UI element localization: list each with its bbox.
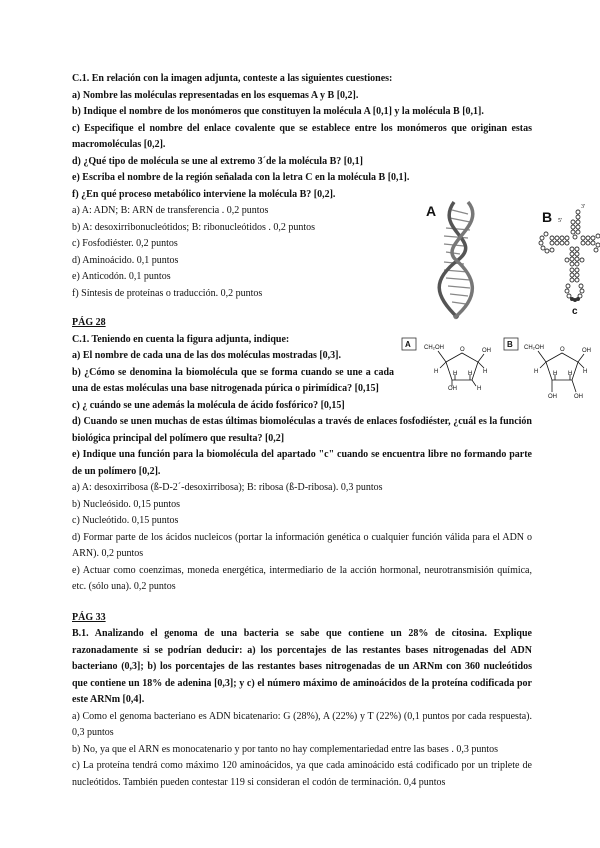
b-h-3: H: [553, 371, 558, 377]
label-b-text: B: [507, 340, 513, 349]
section2-header: PÁG 28: [72, 317, 106, 328]
section1-question-b: b) Indique el nombre de los monómeros que constituyen la molécula A [0,1] y la molécula B [0,1].: [72, 106, 484, 117]
section2-question-c: c) ¿ cuándo se une además la molécula de ácido fosfórico? [0,15]: [72, 399, 345, 411]
figure-label-c: c: [572, 306, 578, 317]
section3-answer-a: a) Como el genoma bacteriano es ADN bicatenario: G (28%), A (22%) y T (22%) (0,1 puntos por cada respuesta). 0,3 puntos: [72, 710, 532, 738]
section3-question: B.1. Analizando el genoma de una bacteria se sabe que contiene un 28% de citosina. Explique razonadamente si se podrían deducir: a) los porcentajes de las restantes bases nitrogenadas del ADN bacteriano (0,3]; b) los porcentajes de las restantes bases nitrogenadas de un ARNm con 360 nucleótidos que contiene un 18% de adenina [0,3]; y c) el número máximo de aminoácidos de la proteína codificada por este ARNm [0,4].: [72, 628, 532, 705]
b-h-1: H: [583, 369, 588, 375]
section3-header: PÁG 33: [72, 611, 106, 623]
document-page: [72, 71, 532, 791]
section2-question-d: d) Cuando se unen muchas de estas últimas biomoléculas a través de enlaces fosfodiéster, ¿cuál es la función biológica principal del polímero que resulta? [0,2]: [72, 416, 532, 444]
a-h-2: H: [477, 386, 482, 392]
a-h-3: H: [453, 371, 458, 377]
section1-question-a: a) Nombre las moléculas representadas en los esquemas A y B [0,2].: [72, 89, 359, 101]
a-oh-1: OH: [482, 348, 491, 354]
section2-question-b: b) ¿Cómo se denomina la biomolécula que se forma cuando se une a cada una de estas moléculas una base nitrogenada púrica o pirimídica? [0,15]: [72, 366, 394, 394]
section3-answer-b: b) No, ya que el ARN es monocatenario y por tanto no hay complementariedad entre las bases . 0,3 puntos: [72, 743, 498, 755]
section2-intro: C.1. Teniendo en cuenta la figura adjunta, indique:: [72, 333, 290, 345]
section1-answer-f: f) Síntesis de proteínas o traducción. 0,2 puntos: [72, 287, 263, 299]
section1-answer-b: b) A: desoxirribonucleótidos; B: ribonucleótidos . 0,2 puntos: [72, 221, 316, 233]
dna-trna-figure: [424, 200, 600, 320]
a-ring-oxygen: O: [460, 347, 465, 353]
section2-answer-e: e) Actuar como coenzimas, moneda energética, intermediario de la acción hormonal, neurotransmisión química, etc. (sólo una). 0,2 puntos: [72, 564, 532, 592]
figure-label-5-prime: 5': [558, 218, 563, 224]
figure-label-3-prime: 3': [581, 204, 586, 210]
b-h-2: H: [568, 371, 573, 377]
section1-answer-c: c) Fosfodiéster. 0,2 puntos: [72, 238, 178, 249]
a-ch2oh: CH₂OH: [424, 345, 444, 351]
b-ring-oxygen: O: [560, 347, 565, 353]
b-oh-2: OH: [574, 394, 583, 400]
figure-label-a: A: [426, 203, 437, 219]
section1-question-e: e) Escriba el nombre de la región señalada con la letra C en la molécula B [0,1].: [72, 172, 410, 183]
section2-question-a: a) El nombre de cada una de las dos moléculas mostradas [0,3].: [72, 350, 341, 361]
a-oh-3: OH: [448, 386, 457, 392]
section2-answer-c: c) Nucleótido. 0,15 puntos: [72, 515, 179, 526]
section1-answer-e: e) Anticodón. 0,1 puntos: [72, 271, 171, 282]
b-h-4: H: [534, 369, 539, 375]
sugar-structures-figure: [398, 336, 600, 404]
b-oh-1: OH: [582, 348, 591, 354]
figure-label-b: B: [542, 209, 553, 225]
section1-intro: C.1. En relación con la imagen adjunta, conteste a las siguientes cuestiones:: [72, 73, 393, 84]
a-h-4: H: [434, 369, 439, 375]
section1-answer-a: a) A: ADN; B: ARN de transferencia . 0,2 puntos: [72, 205, 269, 216]
section1-answer-d: d) Aminoácido. 0,1 puntos: [72, 254, 179, 266]
ribose-icon: [524, 345, 591, 400]
section1-question-c: c) Especifique el nombre del enlace covalente que se establece entre los monómeros que originan estas macromoléculas [0,2].: [72, 122, 532, 150]
section2-answer-a: a) A: desoxirribosa (ß-D-2´-desoxirribosa); B: ribosa (ß-D-ribosa). 0,3 puntos: [72, 482, 383, 493]
a-h-2b: H: [468, 371, 473, 377]
anticodon-marker: [570, 297, 580, 302]
section1-question-d: d) ¿Qué tipo de molécula se une al extremo 3´de la molécula B? [0,1]: [72, 155, 363, 167]
section2-question-e: e) Indique una función para la biomolécula del apartado "c" cuando se encuentra libre no formando parte de un polímero [0,2].: [72, 449, 532, 477]
label-a-text: A: [405, 340, 411, 349]
section2-answer-b: b) Nucleósido. 0,15 puntos: [72, 498, 181, 510]
section3-answer-c: c) La proteína tendrá como máximo 120 aminoácidos, ya que cada aminoácido está codificado por un triplete de nucleótidos. También pueden contestar 119 si consideran el codón de terminación. 0,4 puntos: [72, 760, 532, 788]
deoxyribose-icon: [424, 345, 491, 392]
a-h-1: H: [483, 369, 488, 375]
dna-double-helix-icon: [439, 202, 473, 318]
section2-answer-d: d) Formar parte de los ácidos nucleicos (portar la información genética o cualquier función válida para el ADN o ARN). 0,2 puntos: [72, 531, 532, 559]
b-oh-3: OH: [548, 394, 557, 400]
section1-question-f: f) ¿En qué proceso metabólico interviene la molécula B? [0,2].: [72, 188, 336, 200]
b-ch2oh: CH₂OH: [524, 345, 544, 351]
